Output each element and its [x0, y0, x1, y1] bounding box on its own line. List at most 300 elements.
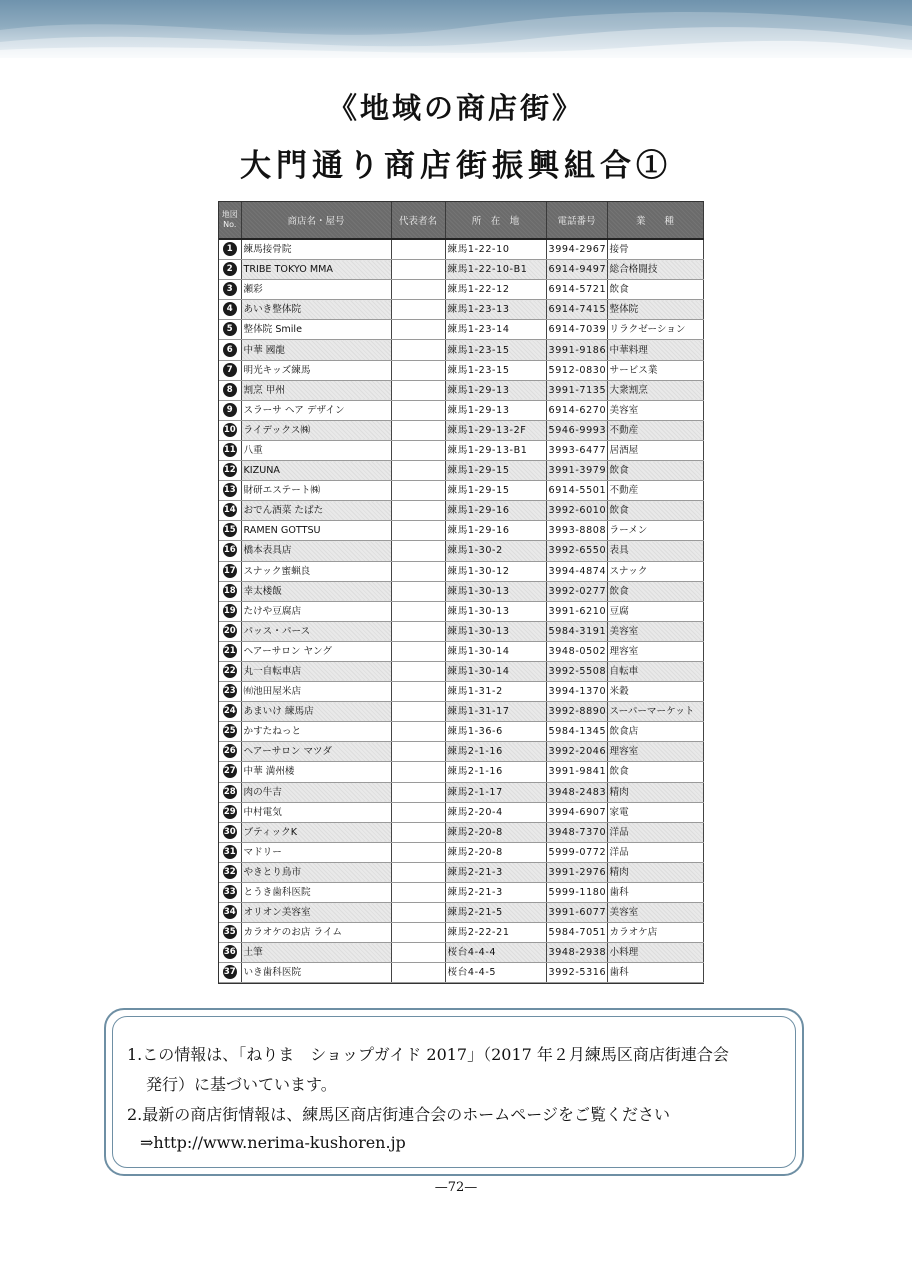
type-cell: 豆腐	[607, 601, 703, 621]
rep-cell	[391, 641, 445, 661]
note-line-1: 1.この情報は、「ねりま ショップガイド 2017」（2017 年２月練馬区商店街連合会	[127, 1045, 729, 1064]
tel-cell: 3993-8808	[546, 521, 607, 541]
rep-cell	[391, 400, 445, 420]
map-number-cell	[219, 380, 241, 400]
header-band	[0, 0, 912, 58]
tel-cell: 5912-0830	[546, 360, 607, 380]
tel-cell: 3948-7370	[546, 822, 607, 842]
map-number-badge: 30	[223, 826, 236, 837]
type-cell: 総合格闘技	[607, 260, 703, 280]
type-cell: 中華料理	[607, 340, 703, 360]
name-cell: スナック蜜蝋良	[241, 561, 391, 581]
map-number-badge: 19	[223, 605, 236, 616]
map-number-cell	[219, 481, 241, 501]
type-cell: 美容室	[607, 903, 703, 923]
tel-cell: 5999-1180	[546, 883, 607, 903]
type-cell: 歯科	[607, 883, 703, 903]
name-cell: 橋本表具店	[241, 541, 391, 561]
table-row	[219, 802, 703, 822]
name-cell: オリオン美容室	[241, 903, 391, 923]
type-cell: 飲食	[607, 280, 703, 300]
rep-cell	[391, 481, 445, 501]
tel-cell: 3992-8890	[546, 702, 607, 722]
rep-cell	[391, 802, 445, 822]
header-shop-name: 商店名・屋号	[241, 202, 391, 239]
type-cell: サービス業	[607, 360, 703, 380]
map-number-badge: 11	[223, 444, 236, 455]
map-number-badge: 34	[223, 907, 236, 918]
name-cell: かすたねっと	[241, 722, 391, 742]
rep-cell	[391, 300, 445, 320]
table-row	[219, 239, 703, 260]
name-cell: たけや豆腐店	[241, 601, 391, 621]
type-cell: 理容室	[607, 641, 703, 661]
map-number-cell	[219, 722, 241, 742]
rep-cell	[391, 461, 445, 481]
table-row	[219, 601, 703, 621]
table-row	[219, 641, 703, 661]
map-number-badge: 36	[223, 947, 236, 958]
tel-cell: 6914-5721	[546, 280, 607, 300]
addr-cell: 練馬1-23-15	[445, 340, 546, 360]
addr-cell: 練馬1-22-12	[445, 280, 546, 300]
tel-cell: 3992-6010	[546, 501, 607, 521]
table-row	[219, 501, 703, 521]
table-row	[219, 260, 703, 280]
name-cell: 練馬接骨院	[241, 239, 391, 260]
type-cell: 洋品	[607, 822, 703, 842]
rep-cell	[391, 682, 445, 702]
addr-cell: 練馬1-30-14	[445, 641, 546, 661]
map-number-badge: 21	[223, 645, 236, 656]
tel-cell: 3991-9841	[546, 762, 607, 782]
rep-cell	[391, 601, 445, 621]
rep-cell	[391, 963, 445, 983]
name-cell: あまいけ 練馬店	[241, 702, 391, 722]
rep-cell	[391, 822, 445, 842]
name-cell: 中華 満州楼	[241, 762, 391, 782]
map-number-cell	[219, 260, 241, 280]
rep-cell	[391, 862, 445, 882]
type-cell: 家電	[607, 802, 703, 822]
addr-cell: 練馬1-31-2	[445, 682, 546, 702]
addr-cell: 練馬1-23-15	[445, 360, 546, 380]
rep-cell	[391, 722, 445, 742]
addr-cell: 練馬2-1-17	[445, 782, 546, 802]
name-cell: ヘアーサロン マツダ	[241, 742, 391, 762]
table-row	[219, 923, 703, 943]
map-number-cell	[219, 320, 241, 340]
name-cell: TRIBE TOKYO MMA	[241, 260, 391, 280]
map-number-badge: 32	[223, 866, 236, 877]
rep-cell	[391, 742, 445, 762]
note-link[interactable]: ⇒http://www.nerima-kushoren.jp	[140, 1133, 406, 1152]
rep-cell	[391, 420, 445, 440]
addr-cell: 練馬2-21-5	[445, 903, 546, 923]
rep-cell	[391, 661, 445, 681]
name-cell: 割烹 甲州	[241, 380, 391, 400]
table-row	[219, 300, 703, 320]
addr-cell: 練馬1-29-13	[445, 380, 546, 400]
name-cell: あいき整体院	[241, 300, 391, 320]
map-number-cell	[219, 280, 241, 300]
table-row	[219, 561, 703, 581]
addr-cell: 練馬2-20-8	[445, 822, 546, 842]
note-line-2: 発行）に基づいています。	[146, 1075, 337, 1094]
tel-cell: 3991-7135	[546, 380, 607, 400]
page-subtitle: 大門通り商店街振興組合①	[240, 148, 672, 184]
tel-cell: 6914-7039	[546, 320, 607, 340]
map-number-badge: 14	[223, 505, 236, 516]
header-phone: 電話番号	[546, 202, 607, 239]
rep-cell	[391, 380, 445, 400]
table-row	[219, 521, 703, 541]
table-row	[219, 822, 703, 842]
tel-cell: 3948-0502	[546, 641, 607, 661]
rep-cell	[391, 883, 445, 903]
type-cell: 美容室	[607, 621, 703, 641]
tel-cell: 5999-0772	[546, 842, 607, 862]
rep-cell	[391, 842, 445, 862]
tel-cell: 3992-0277	[546, 581, 607, 601]
addr-cell: 練馬1-30-12	[445, 561, 546, 581]
type-cell: 不動産	[607, 420, 703, 440]
table-row	[219, 360, 703, 380]
addr-cell: 練馬1-30-13	[445, 621, 546, 641]
addr-cell: 練馬1-36-6	[445, 722, 546, 742]
addr-cell: 練馬1-29-13-2F	[445, 420, 546, 440]
name-cell: 明光キッズ練馬	[241, 360, 391, 380]
table-row	[219, 862, 703, 882]
map-number-cell	[219, 621, 241, 641]
map-number-badge: 9	[223, 403, 237, 417]
rep-cell	[391, 561, 445, 581]
map-number-cell	[219, 943, 241, 963]
header-address: 所 在 地	[445, 202, 546, 239]
name-cell: マドリー	[241, 842, 391, 862]
addr-cell: 練馬1-22-10	[445, 239, 546, 260]
header-representative: 代表者名	[391, 202, 445, 239]
map-number-badge: 2	[223, 262, 237, 276]
map-number-badge: 26	[223, 746, 236, 757]
type-cell: リラクゼーション	[607, 320, 703, 340]
table-row	[219, 943, 703, 963]
type-cell: ラーメン	[607, 521, 703, 541]
addr-cell: 練馬1-30-2	[445, 541, 546, 561]
type-cell: 飲食	[607, 461, 703, 481]
table-row	[219, 842, 703, 862]
map-number-cell	[219, 782, 241, 802]
rep-cell	[391, 340, 445, 360]
map-number-badge: 16	[223, 545, 236, 556]
map-number-badge: 18	[223, 585, 236, 596]
type-cell: 飲食	[607, 762, 703, 782]
map-number-badge: 13	[223, 485, 236, 496]
table-row	[219, 380, 703, 400]
type-cell: 接骨	[607, 239, 703, 260]
type-cell: 大衆割烹	[607, 380, 703, 400]
table-row	[219, 661, 703, 681]
name-cell: 幸太楼飯	[241, 581, 391, 601]
map-number-cell	[219, 682, 241, 702]
addr-cell: 練馬1-29-13	[445, 400, 546, 420]
addr-cell: 練馬2-1-16	[445, 742, 546, 762]
map-number-cell	[219, 541, 241, 561]
tel-cell: 3991-9186	[546, 340, 607, 360]
table-row	[219, 400, 703, 420]
table-row	[219, 722, 703, 742]
addr-cell: 練馬2-1-16	[445, 762, 546, 782]
map-number-cell	[219, 963, 241, 983]
map-number-cell	[219, 340, 241, 360]
map-number-badge: 20	[223, 625, 236, 636]
name-cell: カラオケのお店 ライム	[241, 923, 391, 943]
type-cell: 居酒屋	[607, 440, 703, 460]
map-number-badge: 31	[223, 846, 236, 857]
name-cell: 八重	[241, 440, 391, 460]
rep-cell	[391, 440, 445, 460]
map-number-cell	[219, 440, 241, 460]
tel-cell: 3948-2483	[546, 782, 607, 802]
tel-cell: 6914-6270	[546, 400, 607, 420]
addr-cell: 練馬1-29-16	[445, 521, 546, 541]
tel-cell: 5984-3191	[546, 621, 607, 641]
type-cell: 美容室	[607, 400, 703, 420]
map-number-cell	[219, 842, 241, 862]
map-number-cell	[219, 501, 241, 521]
map-number-cell	[219, 360, 241, 380]
name-cell: 丸一自転車店	[241, 661, 391, 681]
table-row	[219, 581, 703, 601]
addr-cell: 練馬1-29-13-B1	[445, 440, 546, 460]
addr-cell: 練馬1-29-16	[445, 501, 546, 521]
tel-cell: 5984-1345	[546, 722, 607, 742]
type-cell: スナック	[607, 561, 703, 581]
rep-cell	[391, 581, 445, 601]
name-cell: やきとり鳥市	[241, 862, 391, 882]
addr-cell: 練馬1-30-14	[445, 661, 546, 681]
map-number-badge: 29	[223, 806, 236, 817]
header-map-no: 地図 No.	[219, 202, 241, 239]
table-row	[219, 461, 703, 481]
table-row	[219, 481, 703, 501]
wave-decoration	[0, 0, 912, 58]
name-cell: 整体院 Smile	[241, 320, 391, 340]
shop-table-container	[218, 201, 704, 984]
tel-cell: 3992-2046	[546, 742, 607, 762]
tel-cell: 3991-3979	[546, 461, 607, 481]
map-number-badge: 5	[223, 322, 237, 336]
name-cell: おでん酒菜 たばた	[241, 501, 391, 521]
map-number-cell	[219, 883, 241, 903]
name-cell: ㈲池田屋米店	[241, 682, 391, 702]
rep-cell	[391, 280, 445, 300]
tel-cell: 5946-9993	[546, 420, 607, 440]
tel-cell: 5984-7051	[546, 923, 607, 943]
tel-cell: 3992-5316	[546, 963, 607, 983]
addr-cell: 桜台4-4-5	[445, 963, 546, 983]
table-row	[219, 320, 703, 340]
table-row	[219, 621, 703, 641]
page-number: —72—	[434, 1180, 478, 1195]
map-number-cell	[219, 561, 241, 581]
addr-cell: 練馬2-22-21	[445, 923, 546, 943]
header-business-type: 業 種	[607, 202, 703, 239]
rep-cell	[391, 521, 445, 541]
rep-cell	[391, 239, 445, 260]
tel-cell: 3992-5508	[546, 661, 607, 681]
type-cell: 理容室	[607, 742, 703, 762]
map-number-badge: 6	[223, 343, 237, 357]
map-number-cell	[219, 400, 241, 420]
type-cell: 整体院	[607, 300, 703, 320]
map-number-badge: 24	[223, 706, 236, 717]
map-number-badge: 25	[223, 726, 236, 737]
table-row	[219, 903, 703, 923]
map-number-cell	[219, 521, 241, 541]
map-number-cell	[219, 903, 241, 923]
name-cell: ブティックK	[241, 822, 391, 842]
map-number-cell	[219, 802, 241, 822]
type-cell: 米穀	[607, 682, 703, 702]
table-header-row	[219, 202, 703, 239]
table-row	[219, 440, 703, 460]
table-body	[219, 239, 703, 983]
map-number-badge: 12	[223, 465, 236, 476]
rep-cell	[391, 621, 445, 641]
rep-cell	[391, 782, 445, 802]
type-cell: 飲食	[607, 501, 703, 521]
map-number-cell	[219, 601, 241, 621]
rep-cell	[391, 702, 445, 722]
table-row	[219, 420, 703, 440]
page-title: 《地域の商店街》	[327, 91, 584, 125]
tel-cell: 3994-6907	[546, 802, 607, 822]
type-cell: 歯科	[607, 963, 703, 983]
tel-cell: 3948-2938	[546, 943, 607, 963]
map-number-cell	[219, 641, 241, 661]
name-cell: パッス・パース	[241, 621, 391, 641]
map-number-badge: 3	[223, 282, 237, 296]
name-cell: 肉の牛吉	[241, 782, 391, 802]
map-number-cell	[219, 923, 241, 943]
rep-cell	[391, 360, 445, 380]
addr-cell: 桜台4-4-4	[445, 943, 546, 963]
table-row	[219, 340, 703, 360]
table-row	[219, 280, 703, 300]
name-cell: RAMEN GOTTSU	[241, 521, 391, 541]
map-number-badge: 22	[223, 666, 236, 677]
table-row	[219, 702, 703, 722]
tel-cell: 3991-6210	[546, 601, 607, 621]
map-number-badge: 10	[223, 424, 236, 435]
addr-cell: 練馬1-23-14	[445, 320, 546, 340]
addr-cell: 練馬1-30-13	[445, 601, 546, 621]
addr-cell: 練馬1-29-15	[445, 481, 546, 501]
map-number-cell	[219, 300, 241, 320]
map-number-badge: 4	[223, 302, 237, 316]
addr-cell: 練馬1-30-13	[445, 581, 546, 601]
map-number-badge: 7	[223, 363, 237, 377]
map-number-cell	[219, 661, 241, 681]
tel-cell: 6914-5501	[546, 481, 607, 501]
name-cell: とうき歯科医院	[241, 883, 391, 903]
map-number-cell	[219, 461, 241, 481]
tel-cell: 3991-6077	[546, 903, 607, 923]
name-cell: 中華 國龍	[241, 340, 391, 360]
name-cell: 土筆	[241, 943, 391, 963]
name-cell: 財研エステート㈱	[241, 481, 391, 501]
name-cell: ライデックス㈱	[241, 420, 391, 440]
map-number-cell	[219, 822, 241, 842]
map-number-badge: 1	[223, 242, 237, 256]
type-cell: 不動産	[607, 481, 703, 501]
name-cell: スラーサ ヘア デザイン	[241, 400, 391, 420]
addr-cell: 練馬2-21-3	[445, 862, 546, 882]
table-row	[219, 883, 703, 903]
type-cell: 表具	[607, 541, 703, 561]
name-cell: KIZUNA	[241, 461, 391, 481]
note-line-3: 2.最新の商店街情報は、練馬区商店街連合会のホームページをご覧ください	[127, 1105, 670, 1124]
tel-cell: 6914-7415	[546, 300, 607, 320]
addr-cell: 練馬1-29-15	[445, 461, 546, 481]
map-number-cell	[219, 762, 241, 782]
map-number-badge: 27	[223, 766, 236, 777]
name-cell: 中村電気	[241, 802, 391, 822]
addr-cell: 練馬2-21-3	[445, 883, 546, 903]
map-number-badge: 17	[223, 565, 236, 576]
map-number-badge: 28	[223, 786, 236, 797]
map-number-cell	[219, 581, 241, 601]
rep-cell	[391, 541, 445, 561]
type-cell: 飲食店	[607, 722, 703, 742]
tel-cell: 6914-9497	[546, 260, 607, 280]
addr-cell: 練馬2-20-8	[445, 842, 546, 862]
addr-cell: 練馬1-31-17	[445, 702, 546, 722]
table-row	[219, 682, 703, 702]
type-cell: 飲食	[607, 581, 703, 601]
type-cell: カラオケ店	[607, 923, 703, 943]
type-cell: 自転車	[607, 661, 703, 681]
tel-cell: 3992-6550	[546, 541, 607, 561]
tel-cell: 3994-2967	[546, 239, 607, 260]
map-number-cell	[219, 420, 241, 440]
rep-cell	[391, 923, 445, 943]
shop-table	[219, 202, 704, 983]
tel-cell: 3993-6477	[546, 440, 607, 460]
table-row	[219, 742, 703, 762]
addr-cell: 練馬1-22-10-B1	[445, 260, 546, 280]
rep-cell	[391, 903, 445, 923]
rep-cell	[391, 320, 445, 340]
map-number-badge: 23	[223, 686, 236, 697]
map-number-badge: 15	[223, 525, 236, 536]
addr-cell: 練馬1-23-13	[445, 300, 546, 320]
type-cell: 精肉	[607, 782, 703, 802]
addr-cell: 練馬2-20-4	[445, 802, 546, 822]
table-row	[219, 541, 703, 561]
name-cell: いき歯科医院	[241, 963, 391, 983]
table-row	[219, 963, 703, 983]
type-cell: 精肉	[607, 862, 703, 882]
tel-cell: 3994-4874	[546, 561, 607, 581]
table-row	[219, 782, 703, 802]
map-number-badge: 33	[223, 887, 236, 898]
map-number-badge: 37	[223, 967, 236, 978]
map-number-badge: 35	[223, 927, 236, 938]
rep-cell	[391, 501, 445, 521]
name-cell: 瀬彩	[241, 280, 391, 300]
